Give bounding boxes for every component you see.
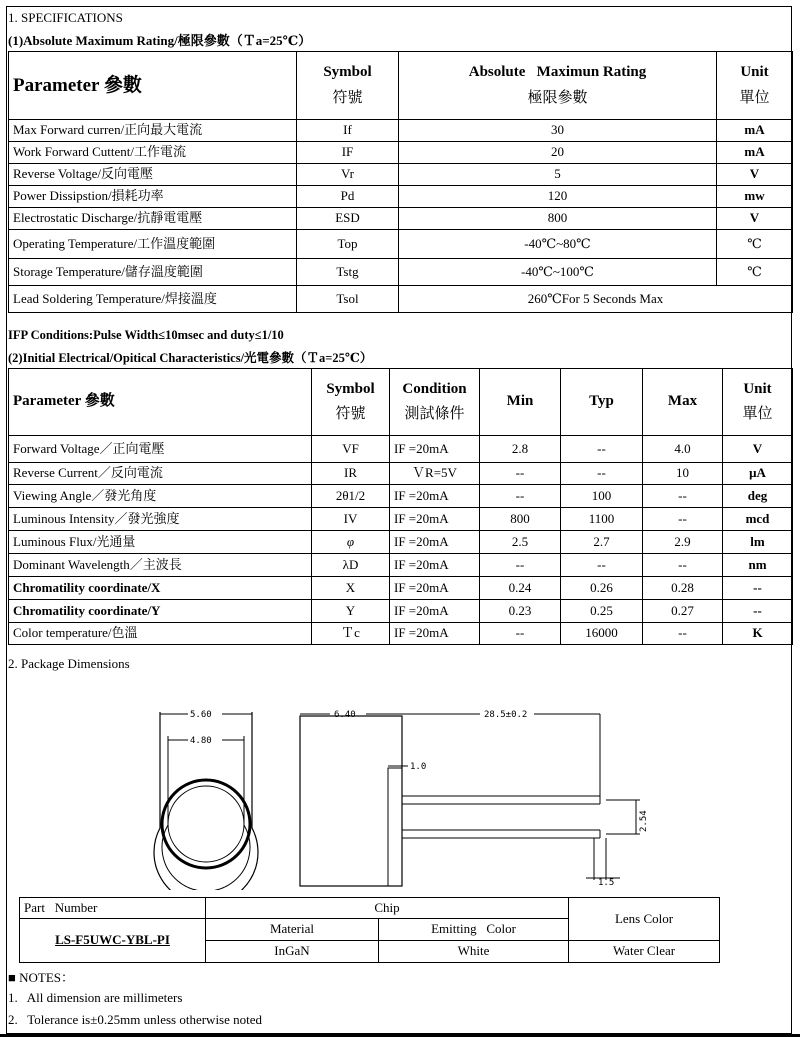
dim-lead-width: 1.5 — [598, 878, 615, 888]
eoc-param: Dominant Wavelength／主波長 — [9, 554, 312, 577]
material-label: Material — [206, 919, 379, 941]
eoc-unit: V — [723, 436, 793, 463]
amr-unit: V — [717, 208, 793, 230]
eoc-symbol-zh: 符號 — [335, 406, 366, 422]
eoc-min: -- — [480, 623, 561, 645]
amr-symbol: Vr — [297, 164, 399, 186]
amr-unit: ℃ — [717, 259, 793, 286]
eoc-unit: deg — [723, 485, 793, 508]
amr-param: Operating Temperature/工作溫度範圍 — [9, 230, 297, 259]
table-row — [9, 142, 793, 164]
eoc-param: Reverse Current／反向電流 — [9, 463, 312, 485]
amr-value: 5 — [399, 164, 717, 186]
amr-param: Lead Soldering Temperature/焊接溫度 — [9, 286, 297, 313]
eoc-param: Forward Voltage／正向電壓 — [9, 436, 312, 463]
amr-value: 120 — [399, 186, 717, 208]
eoc-param: Luminous Flux/光通量 — [9, 531, 312, 554]
table-row — [9, 286, 793, 313]
eoc-typ-header: Typ — [561, 369, 643, 436]
amr-param: Power Dissipstion/損耗功率 — [9, 186, 297, 208]
eoc-symbol: λD — [312, 554, 390, 577]
amr-param: Electrostatic Discharge/抗靜電電壓 — [9, 208, 297, 230]
material-value: InGaN — [206, 941, 379, 963]
eoc-min: 2.5 — [480, 531, 561, 554]
table-row — [9, 577, 793, 600]
eoc-cond: IF =20mA — [390, 531, 480, 554]
amr-value: 260℃For 5 Seconds Max — [399, 286, 793, 313]
table-row — [9, 164, 793, 186]
lens-color-value: Water Clear — [569, 941, 720, 963]
eoc-min: 0.23 — [480, 600, 561, 623]
table-row — [9, 485, 793, 508]
part-number-table — [19, 897, 720, 963]
eoc-unit-zh: 單位 — [742, 406, 773, 422]
eoc-symbol: X — [312, 577, 390, 600]
eoc-min: -- — [480, 554, 561, 577]
amr-unit: mA — [717, 142, 793, 164]
eoc-unit: μA — [723, 463, 793, 485]
table-row — [9, 230, 793, 259]
dim-flange: 1.0 — [410, 762, 427, 772]
amr-symbol: Tsol — [297, 286, 399, 313]
section-2-title: 2. Package Dimensions — [8, 656, 130, 671]
amr-symbol-header — [297, 52, 399, 120]
eoc-max: 4.0 — [643, 436, 723, 463]
amr-rating-en: Absolute Maximun Rating — [468, 64, 647, 81]
eoc-unit: mcd — [723, 508, 793, 531]
eoc-max: 0.27 — [643, 600, 723, 623]
amr-unit-header — [717, 52, 793, 120]
eoc-param: Viewing Angle／發光角度 — [9, 485, 312, 508]
eoc-max: -- — [643, 508, 723, 531]
amr-value: 30 — [399, 120, 717, 142]
eoc-symbol: Ｔc — [312, 623, 390, 645]
eoc-param: Chromatility coordinate/X — [9, 577, 312, 600]
amr-symbol-en: Symbol — [323, 64, 372, 81]
amr-param: Max Forward curren/正向最大電流 — [9, 120, 297, 142]
eoc-symbol-header — [312, 369, 390, 436]
eoc-typ: 0.25 — [561, 600, 643, 623]
eoc-typ: 0.26 — [561, 577, 643, 600]
eoc-param: Color temperature/色溫 — [9, 623, 312, 645]
eoc-symbol: VF — [312, 436, 390, 463]
amr-value: 20 — [399, 142, 717, 164]
amr-value: -40℃~80℃ — [399, 230, 717, 259]
electrical-characteristics-table — [8, 368, 793, 645]
eoc-cond: IF =20mA — [390, 508, 480, 531]
amr-unit: mw — [717, 186, 793, 208]
eoc-typ: 2.7 — [561, 531, 643, 554]
amr-param-header: Parameter 參數 — [9, 52, 297, 120]
eoc-symbol-en: Symbol — [326, 380, 375, 397]
eoc-typ: 16000 — [561, 623, 643, 645]
table-row — [9, 436, 793, 463]
table-row — [9, 531, 793, 554]
eoc-unit: K — [723, 623, 793, 645]
eoc-unit-header — [723, 369, 793, 436]
eoc-condition-en: Condition — [402, 380, 467, 397]
eoc-symbol: φ — [312, 531, 390, 554]
amr-rating-header — [399, 52, 717, 120]
amr-symbol: Tstg — [297, 259, 399, 286]
amr-title: (1)Absolute Maximum Rating/極限參數（Ｔa=25℃） — [8, 33, 312, 48]
amr-symbol-zh: 符號 — [332, 89, 363, 106]
eoc-unit: -- — [723, 600, 793, 623]
eoc-unit-en: Unit — [743, 380, 772, 397]
eoc-cond: IF =20mA — [390, 600, 480, 623]
absolute-max-rating-table — [8, 51, 793, 313]
eoc-title: (2)Initial Electrical/Opitical Characteristics/光電參數（Ｔa=25℃） — [8, 351, 373, 365]
amr-param: Storage Temperature/儲存溫度範圍 — [9, 259, 297, 286]
eoc-param: Luminous Intensity／發光強度 — [9, 508, 312, 531]
dim-outer-diameter: 5.60 — [190, 710, 212, 720]
eoc-unit: nm — [723, 554, 793, 577]
table-row — [9, 463, 793, 485]
amr-symbol: ESD — [297, 208, 399, 230]
table-row — [9, 600, 793, 623]
section-1-title: 1. SPECIFICATIONS — [8, 10, 123, 25]
eoc-min: 2.8 — [480, 436, 561, 463]
led-front-ring-outer — [162, 780, 250, 868]
eoc-symbol: IR — [312, 463, 390, 485]
amr-value: 800 — [399, 208, 717, 230]
amr-symbol: Top — [297, 230, 399, 259]
amr-unit-en: Unit — [740, 64, 769, 81]
eoc-symbol: IV — [312, 508, 390, 531]
notes-title: ■ NOTES： — [8, 970, 74, 985]
eoc-max: 2.9 — [643, 531, 723, 554]
led-side-body — [300, 716, 402, 886]
eoc-typ: -- — [561, 554, 643, 577]
part-number-label: Part Number — [20, 898, 206, 919]
amr-unit: V — [717, 164, 793, 186]
eoc-unit: lm — [723, 531, 793, 554]
eoc-cond: IF =20mA — [390, 436, 480, 463]
eoc-cond: IF =20mA — [390, 554, 480, 577]
eoc-typ: 1100 — [561, 508, 643, 531]
table-row — [9, 120, 793, 142]
table-row — [9, 208, 793, 230]
package-dimensions-drawing — [140, 700, 660, 890]
eoc-max: 10 — [643, 463, 723, 485]
amr-rating-zh: 極限參數 — [527, 89, 588, 106]
lens-color-label: Lens Color — [569, 898, 720, 941]
led-side-flange — [388, 768, 402, 886]
eoc-typ: -- — [561, 436, 643, 463]
amr-param: Work Forward Cuttent/工作電流 — [9, 142, 297, 164]
led-front-ring-inner — [168, 786, 244, 862]
eoc-min: 800 — [480, 508, 561, 531]
amr-symbol: IF — [297, 142, 399, 164]
eoc-unit: -- — [723, 577, 793, 600]
eoc-symbol: 2θ1/2 — [312, 485, 390, 508]
amr-unit: mA — [717, 120, 793, 142]
eoc-symbol: Y — [312, 600, 390, 623]
eoc-condition-zh: 測試條件 — [404, 406, 465, 422]
chip-label: Chip — [206, 898, 569, 919]
eoc-max: 0.28 — [643, 577, 723, 600]
eoc-max-header: Max — [643, 369, 723, 436]
eoc-condition-header — [390, 369, 480, 436]
eoc-typ: -- — [561, 463, 643, 485]
amr-unit-zh: 單位 — [739, 89, 770, 106]
amr-value: -40℃~100℃ — [399, 259, 717, 286]
eoc-cond: IF =20mA — [390, 485, 480, 508]
table-row — [9, 259, 793, 286]
eoc-cond: IF =20mA — [390, 623, 480, 645]
eoc-min: -- — [480, 485, 561, 508]
amr-param: Reverse Voltage/反向電壓 — [9, 164, 297, 186]
table-row — [9, 554, 793, 577]
amr-unit: ℃ — [717, 230, 793, 259]
table-row — [9, 623, 793, 645]
eoc-max: -- — [643, 485, 723, 508]
eoc-min: 0.24 — [480, 577, 561, 600]
eoc-min-header: Min — [480, 369, 561, 436]
eoc-cond: ＶR=5V — [390, 463, 480, 485]
amr-symbol: Pd — [297, 186, 399, 208]
eoc-typ: 100 — [561, 485, 643, 508]
eoc-param: Chromatility coordinate/Y — [9, 600, 312, 623]
part-number-value: LS-F5UWC-YBL-PI — [20, 919, 206, 963]
dim-pitch: 2.54 — [639, 810, 649, 832]
table-row — [9, 508, 793, 531]
eoc-min: -- — [480, 463, 561, 485]
dim-body-length: 6.40 — [334, 710, 356, 720]
emitting-color-value: White — [379, 941, 569, 963]
ifp-note: IFP Conditions:Pulse Width≤10msec and duty≤1/10 — [8, 328, 284, 342]
table-row — [9, 186, 793, 208]
eoc-param-header: Parameter 參數 — [9, 369, 312, 436]
emitting-color-label: Emitting Color — [379, 919, 569, 941]
note-item: 1. All dimension are millimeters — [8, 990, 183, 1005]
dim-inner-diameter: 4.80 — [190, 736, 212, 746]
eoc-cond: IF =20mA — [390, 577, 480, 600]
amr-symbol: If — [297, 120, 399, 142]
eoc-max: -- — [643, 554, 723, 577]
note-item: 2. Tolerance is±0.25mm unless otherwise noted — [8, 1012, 263, 1027]
eoc-max: -- — [643, 623, 723, 645]
dim-lead-length: 28.5±0.2 — [484, 710, 528, 720]
